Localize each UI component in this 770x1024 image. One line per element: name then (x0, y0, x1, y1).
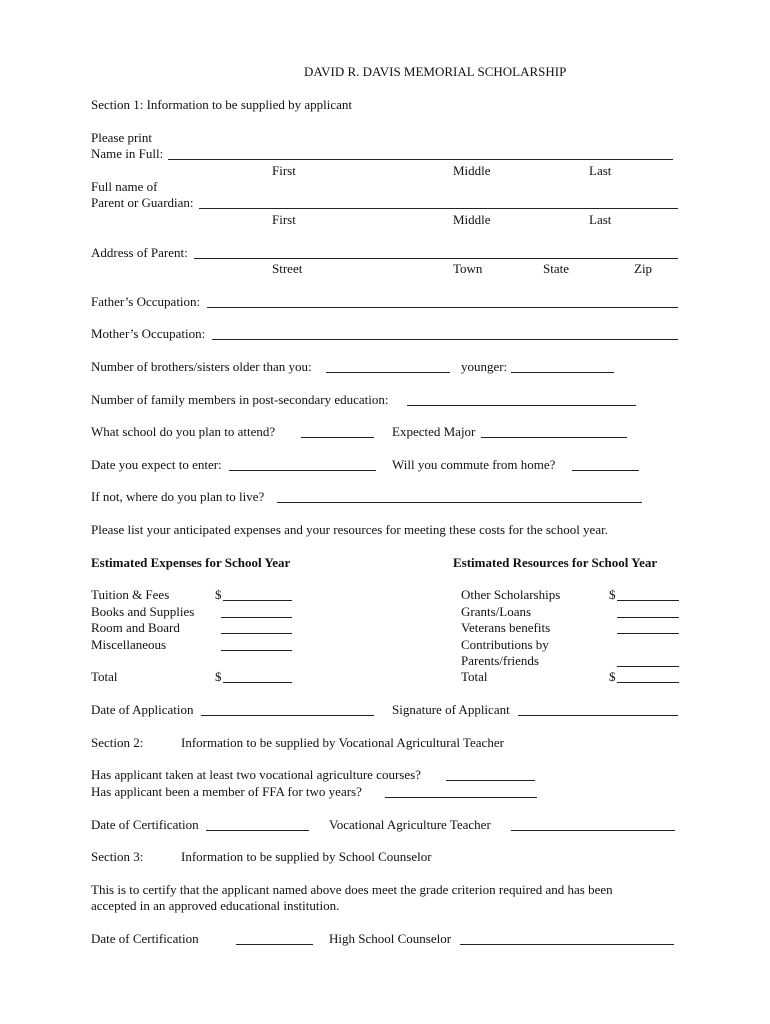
resource-total-field[interactable] (617, 682, 679, 683)
expense-room-field[interactable] (221, 633, 292, 634)
name-in-full-label: Name in Full: (91, 146, 164, 161)
address-of-parent-label: Address of Parent: (91, 245, 188, 260)
expense-item-room: Room and Board (91, 620, 180, 635)
siblings-older-field[interactable] (326, 372, 450, 373)
expenses-heading: Estimated Expenses for School Year (91, 555, 291, 570)
resources-heading: Estimated Resources for School Year (453, 555, 658, 570)
ffa-member-question: Has applicant been a member of FFA for two years? (91, 784, 362, 799)
ag-teacher-field[interactable] (511, 830, 675, 831)
address-town-caption: Town (453, 261, 483, 276)
resource-grants-field[interactable] (617, 617, 679, 618)
expense-tuition-field[interactable] (223, 600, 292, 601)
school-attend-label: What school do you plan to attend? (91, 424, 276, 439)
section2-label: Section 2: (91, 735, 144, 750)
expected-major-label: Expected Major (392, 424, 476, 439)
resource-veterans-field[interactable] (617, 633, 679, 634)
ag-courses-field[interactable] (446, 780, 535, 781)
mothers-occupation-field[interactable] (212, 339, 678, 340)
address-of-parent-field[interactable] (194, 258, 678, 259)
expense-books-field[interactable] (221, 617, 292, 618)
expense-item-misc: Miscellaneous (91, 637, 167, 652)
address-street-caption: Street (272, 261, 303, 276)
date-of-application-field[interactable] (201, 715, 374, 716)
school-attend-field[interactable] (301, 437, 374, 438)
school-counselor-label: High School Counselor (329, 931, 452, 946)
date-of-application-label: Date of Application (91, 702, 194, 717)
parent-guardian-label: Parent or Guardian: (91, 195, 194, 210)
resource-dollar-sign: $ (609, 587, 616, 602)
where-live-label: If not, where do you plan to live? (91, 489, 265, 504)
name-middle-caption: Middle (453, 163, 491, 178)
signature-of-applicant-label: Signature of Applicant (392, 702, 510, 717)
guardian-first-caption: First (272, 212, 296, 227)
resource-item-scholarships: Other Scholarships (461, 587, 561, 602)
date-enter-label: Date you expect to enter: (91, 457, 222, 472)
resource-contributions-field[interactable] (617, 666, 679, 667)
name-in-full-field[interactable] (168, 159, 673, 160)
expected-major-field[interactable] (481, 437, 627, 438)
siblings-younger-field[interactable] (511, 372, 614, 373)
section2-date-of-certification-field[interactable] (206, 830, 309, 831)
parent-guardian-field[interactable] (199, 208, 678, 209)
family-post-secondary-label: Number of family members in post-secondary education: (91, 392, 389, 407)
section3-date-of-certification-label: Date of Certification (91, 931, 199, 946)
section1-heading: Section 1: Information to be supplied by applicant (91, 97, 353, 112)
expense-item-books: Books and Supplies (91, 604, 195, 619)
name-first-caption: First (272, 163, 296, 178)
section3-date-of-certification-field[interactable] (236, 944, 313, 945)
commute-field[interactable] (572, 470, 639, 471)
family-post-secondary-field[interactable] (407, 405, 636, 406)
ag-courses-question: Has applicant taken at least two vocational agriculture courses? (91, 767, 421, 782)
expense-total-field[interactable] (223, 682, 292, 683)
fathers-occupation-field[interactable] (207, 307, 678, 308)
section2-date-of-certification-label: Date of Certification (91, 817, 199, 832)
section2-title: Information to be supplied by Vocational Agricultural Teacher (181, 735, 504, 750)
resource-item-contributions: Contributions by (461, 637, 549, 652)
expense-total-dollar-sign: $ (215, 669, 222, 684)
ag-teacher-label: Vocational Agriculture Teacher (329, 817, 491, 832)
commute-label: Will you commute from home? (392, 457, 556, 472)
please-print-label: Please print (91, 130, 153, 145)
section3-label: Section 3: (91, 849, 144, 864)
expense-total-label: Total (91, 669, 118, 684)
certify-text-line2: accepted in an approved educational institution. (91, 898, 340, 913)
resource-item-veterans: Veterans benefits (461, 620, 551, 635)
where-live-field[interactable] (277, 502, 642, 503)
address-zip-caption: Zip (634, 261, 653, 276)
date-enter-field[interactable] (229, 470, 376, 471)
guardian-middle-caption: Middle (453, 212, 491, 227)
expenses-instructions: Please list your anticipated expenses and your resources for meeting these costs for the school year. (91, 522, 608, 537)
resource-scholarships-field[interactable] (617, 600, 679, 601)
expense-dollar-sign: $ (215, 587, 222, 602)
expense-item-tuition: Tuition & Fees (91, 587, 170, 602)
address-state-caption: State (543, 261, 569, 276)
form-title: DAVID R. DAVIS MEMORIAL SCHOLARSHIP (304, 64, 567, 79)
expense-misc-field[interactable] (221, 650, 292, 651)
fathers-occupation-label: Father’s Occupation: (91, 294, 201, 309)
resource-total-dollar-sign: $ (609, 669, 616, 684)
signature-of-applicant-field[interactable] (518, 715, 678, 716)
certify-text-line1: This is to certify that the applicant named above does meet the grade criterion required and has been (91, 882, 613, 897)
resource-item-grants: Grants/Loans (461, 604, 532, 619)
resource-item-parents: Parents/friends (461, 653, 539, 668)
ffa-member-field[interactable] (385, 797, 537, 798)
school-counselor-field[interactable] (460, 944, 674, 945)
section3-title: Information to be supplied by School Counselor (181, 849, 432, 864)
resource-total-label: Total (461, 669, 488, 684)
siblings-younger-label: younger: (461, 359, 508, 374)
siblings-older-label: Number of brothers/sisters older than you: (91, 359, 312, 374)
full-name-of-label: Full name of (91, 179, 158, 194)
mothers-occupation-label: Mother’s Occupation: (91, 326, 206, 341)
guardian-last-caption: Last (589, 212, 612, 227)
name-last-caption: Last (589, 163, 612, 178)
